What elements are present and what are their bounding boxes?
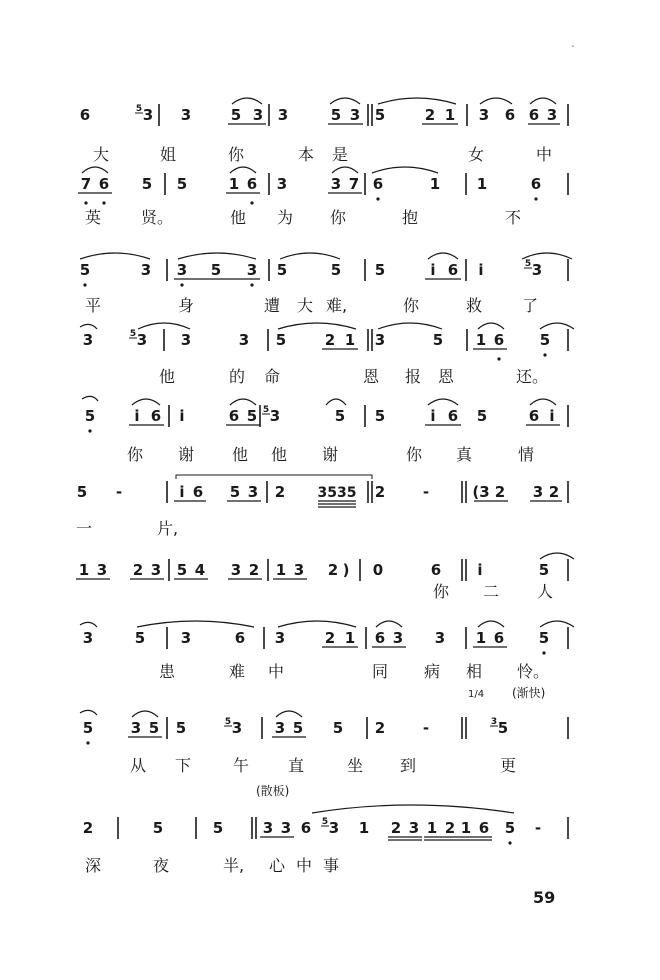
grace-note: 5	[224, 717, 232, 727]
slur	[372, 167, 438, 173]
lyric: 平	[85, 296, 102, 315]
grace-note: 5	[262, 405, 270, 415]
note: 3	[349, 106, 361, 124]
note: 2	[327, 561, 339, 579]
annotation: (渐快)	[512, 686, 546, 700]
slur	[132, 711, 158, 717]
lyric: 英	[85, 208, 102, 227]
slur	[330, 98, 360, 104]
note: 6	[528, 407, 540, 425]
phrase-bracket	[176, 475, 372, 479]
lyric: 片,	[157, 519, 179, 538]
note: 3	[434, 629, 446, 647]
lyric: 直	[288, 756, 305, 775]
note: 3	[180, 331, 192, 349]
note: 2	[494, 483, 506, 501]
note: 1	[228, 175, 240, 193]
note: 6	[493, 331, 505, 349]
note: 3	[142, 106, 154, 124]
lyric: 病	[424, 662, 441, 681]
slur	[178, 253, 256, 259]
lyric: 谢	[178, 445, 195, 464]
note: 3	[238, 331, 250, 349]
slur	[530, 399, 556, 405]
lyric: 还。	[516, 367, 549, 386]
note: 1	[475, 331, 487, 349]
note: 1	[344, 331, 356, 349]
note: 6	[493, 629, 505, 647]
lyric: 你	[127, 445, 144, 464]
note: 5	[176, 561, 188, 579]
octave-dot	[180, 283, 183, 286]
lyric: 难,	[326, 296, 348, 315]
note: 3	[532, 483, 544, 501]
note: 5	[82, 719, 94, 737]
note: 5	[275, 331, 287, 349]
note: 3	[82, 331, 94, 349]
note: 3	[140, 261, 152, 279]
note: 6	[300, 819, 312, 837]
note: 2	[132, 561, 144, 579]
note: 6	[528, 106, 540, 124]
octave-dot	[86, 741, 89, 744]
note: 5	[538, 629, 550, 647]
note: 3	[262, 819, 274, 837]
note: 3	[392, 629, 404, 647]
octave-dot	[534, 197, 537, 200]
note: i	[430, 261, 436, 279]
note: 5	[84, 407, 96, 425]
lyric: 他	[271, 445, 288, 464]
note: 1	[358, 819, 370, 837]
note: 3	[478, 106, 490, 124]
lyric: 你	[330, 208, 347, 227]
note: 2	[82, 819, 94, 837]
lyric: 患	[159, 662, 176, 681]
slur	[428, 399, 458, 405]
note: 3	[130, 719, 142, 737]
grace-note: 5	[135, 104, 143, 114]
lyric: 真	[456, 445, 473, 464]
lyric: 身	[178, 296, 195, 315]
note: 5	[175, 719, 187, 737]
slur	[230, 399, 256, 405]
note: 3	[150, 561, 162, 579]
note: 3	[330, 175, 342, 193]
slur	[478, 323, 504, 329]
lyric: 更	[500, 756, 517, 775]
note: i	[179, 483, 185, 501]
note: 3	[96, 561, 108, 579]
note: 5	[539, 331, 551, 349]
slur	[80, 253, 150, 259]
lyric: 坐	[347, 756, 364, 775]
note: 3	[252, 106, 264, 124]
note: 5	[330, 106, 342, 124]
lyric: 你	[403, 296, 420, 315]
slur	[428, 253, 458, 259]
note: 5	[432, 331, 444, 349]
lyric: 是	[332, 145, 349, 164]
slur	[82, 167, 108, 173]
lyric: 命	[264, 367, 281, 386]
lyric: 半,	[223, 856, 245, 875]
note: 6	[430, 561, 442, 579]
lyric: 他	[159, 367, 176, 386]
octave-dot	[250, 283, 253, 286]
note: 3	[269, 407, 281, 425]
slur	[478, 621, 504, 627]
slur	[138, 323, 190, 329]
slur	[278, 621, 356, 627]
note: 6	[478, 819, 490, 837]
lyric: 中	[268, 662, 285, 681]
lyric: 二	[483, 582, 500, 601]
slur	[80, 324, 97, 329]
note: 5	[141, 175, 153, 193]
lyric: 中	[296, 856, 313, 875]
octave-dot	[84, 201, 87, 204]
note: 3	[274, 719, 286, 737]
note: 6	[79, 106, 91, 124]
note: 6	[530, 175, 542, 193]
note: 4	[194, 561, 206, 579]
slur	[230, 167, 256, 173]
slur	[378, 98, 456, 104]
note: 2	[248, 561, 260, 579]
lyric: 恩	[363, 367, 380, 386]
octave-dot	[376, 197, 379, 200]
lyric: 大	[93, 145, 110, 164]
note: 1	[476, 175, 488, 193]
note: i	[430, 407, 436, 425]
note: 3	[277, 106, 289, 124]
slur	[132, 399, 160, 405]
lyric: 到	[400, 756, 417, 775]
slur	[530, 98, 556, 104]
note: 2	[390, 819, 402, 837]
note: 5	[230, 106, 242, 124]
note: 0	[372, 561, 384, 579]
note: 5	[330, 261, 342, 279]
page-number: 59	[533, 888, 556, 907]
lyric: 午	[233, 756, 250, 775]
note: )	[342, 561, 350, 579]
note: 2	[324, 331, 336, 349]
note: 3	[328, 819, 340, 837]
lyric: 的	[229, 367, 246, 386]
octave-dot	[542, 651, 545, 654]
slur	[540, 323, 574, 329]
note: 3	[136, 331, 148, 349]
note: -	[115, 483, 123, 501]
note: 5	[538, 561, 550, 579]
note: i	[477, 561, 483, 579]
note: 5	[374, 407, 386, 425]
octave-dot	[508, 841, 511, 844]
note: 7	[348, 175, 360, 193]
note: 2	[374, 719, 386, 737]
lyric: 本	[298, 145, 315, 164]
note: 2	[274, 483, 286, 501]
slur	[540, 553, 574, 559]
note: 5	[374, 106, 386, 124]
lyric: 了	[522, 296, 539, 315]
note: 1	[460, 819, 472, 837]
note: 1	[78, 561, 90, 579]
note: 3	[247, 483, 259, 501]
note: 5	[332, 719, 344, 737]
note: 5	[134, 629, 146, 647]
note: 6	[192, 483, 204, 501]
note: 2	[374, 483, 386, 501]
lyric: 同	[372, 662, 389, 681]
note: 3	[280, 819, 292, 837]
lyric: 下	[175, 756, 192, 775]
lyric: 你	[406, 445, 423, 464]
note: i	[478, 261, 484, 279]
note: 2	[444, 819, 456, 837]
lyric: 你	[228, 145, 245, 164]
octave-dot	[88, 429, 91, 432]
lyric: 怜。	[517, 662, 550, 681]
lyric: 一	[76, 519, 93, 538]
lyric: 为	[277, 208, 294, 227]
annotation: (散板)	[256, 784, 290, 798]
note: (3	[472, 483, 490, 501]
note: 5	[276, 261, 288, 279]
slur	[540, 621, 574, 627]
note: 6	[447, 261, 459, 279]
lyric: 心	[269, 856, 286, 875]
note: -	[534, 819, 542, 837]
note: 1	[429, 175, 441, 193]
note: 5	[334, 407, 346, 425]
note: 6	[234, 629, 246, 647]
slur	[378, 323, 442, 329]
lyric: 报	[405, 367, 422, 386]
lyric: 情	[518, 445, 535, 464]
note: 6	[246, 175, 258, 193]
octave-dot	[250, 201, 253, 204]
lyric: 谢	[322, 445, 339, 464]
octave-dot	[83, 283, 86, 286]
slur	[276, 711, 302, 717]
lyric: 大	[297, 296, 314, 315]
note: 5	[497, 719, 509, 737]
note: 5	[212, 819, 224, 837]
note: 6	[374, 629, 386, 647]
lyric: 中	[536, 145, 553, 164]
octave-dot	[543, 353, 546, 356]
lyric: 相	[466, 662, 483, 681]
grace-note: 5	[321, 817, 329, 827]
note: 6	[372, 175, 384, 193]
lyric: 恩	[438, 367, 455, 386]
note: 5	[76, 483, 88, 501]
note: 6	[447, 407, 459, 425]
note: 3	[180, 106, 192, 124]
note: i	[179, 407, 185, 425]
annotation: 1/4	[468, 689, 485, 700]
note: i	[549, 407, 555, 425]
note: 7	[80, 175, 92, 193]
note: 1	[344, 629, 356, 647]
note: 2	[424, 106, 436, 124]
octave-dot	[102, 201, 105, 204]
slur	[232, 98, 262, 104]
note: 5	[246, 407, 258, 425]
slur	[480, 98, 512, 104]
note: 3	[276, 175, 288, 193]
grace-note: 5	[524, 259, 532, 269]
note: 2	[548, 483, 560, 501]
note: 5	[176, 175, 188, 193]
slur	[80, 710, 97, 715]
slur	[280, 253, 340, 259]
note: 1	[426, 819, 438, 837]
note: 5	[152, 819, 164, 837]
slur	[312, 805, 514, 813]
note: 3	[274, 629, 286, 647]
note: 3	[374, 331, 386, 349]
grace-note: 3	[490, 717, 498, 727]
note: 1	[444, 106, 456, 124]
slur	[376, 621, 402, 627]
lyric: 遭	[264, 296, 281, 315]
lyric: 救	[466, 296, 483, 315]
note: 3	[246, 261, 258, 279]
lyric: 他	[230, 208, 247, 227]
note: -	[422, 719, 430, 737]
note: 3	[546, 106, 558, 124]
lyric: 夜	[153, 856, 170, 875]
note: 2	[324, 629, 336, 647]
speck	[572, 45, 574, 47]
note: 1	[275, 561, 287, 579]
lyric: 你	[433, 582, 450, 601]
lyric: 姐	[160, 145, 177, 164]
lyric: 女	[468, 145, 485, 164]
note: 3	[231, 719, 243, 737]
note: 6	[150, 407, 162, 425]
lyric: 人	[537, 582, 554, 601]
slur	[82, 396, 98, 401]
note: 3	[293, 561, 305, 579]
note: 3	[176, 261, 188, 279]
note: 1	[475, 629, 487, 647]
lyric: 不	[505, 208, 522, 227]
slur	[80, 622, 97, 627]
note: 3	[180, 629, 192, 647]
slur	[278, 323, 356, 329]
lyric: 难	[229, 662, 246, 681]
note: 6	[98, 175, 110, 193]
note: 5	[292, 719, 304, 737]
note: 3	[82, 629, 94, 647]
lyric: 贤。	[141, 208, 174, 227]
note: 6	[228, 407, 240, 425]
octave-dot	[497, 357, 500, 360]
slur	[326, 399, 346, 405]
note: 6	[504, 106, 516, 124]
note: 3535	[317, 485, 357, 501]
note: 5	[210, 261, 222, 279]
note: 5	[476, 407, 488, 425]
note: -	[422, 483, 430, 501]
lyric: 深	[85, 856, 102, 875]
lyric: 他	[232, 445, 249, 464]
slur	[137, 621, 254, 627]
lyric: 事	[323, 856, 340, 875]
lyric: 抱	[402, 208, 419, 227]
note: 5	[229, 483, 241, 501]
note: 3	[531, 261, 543, 279]
note: 3	[408, 819, 420, 837]
note: 5	[148, 719, 160, 737]
note: 5	[374, 261, 386, 279]
note: i	[134, 407, 140, 425]
lyric: 从	[130, 756, 147, 775]
note: 5	[79, 261, 91, 279]
grace-note: 5	[129, 329, 137, 339]
slur	[332, 167, 358, 173]
note: 3	[230, 561, 242, 579]
note: 5	[504, 819, 516, 837]
